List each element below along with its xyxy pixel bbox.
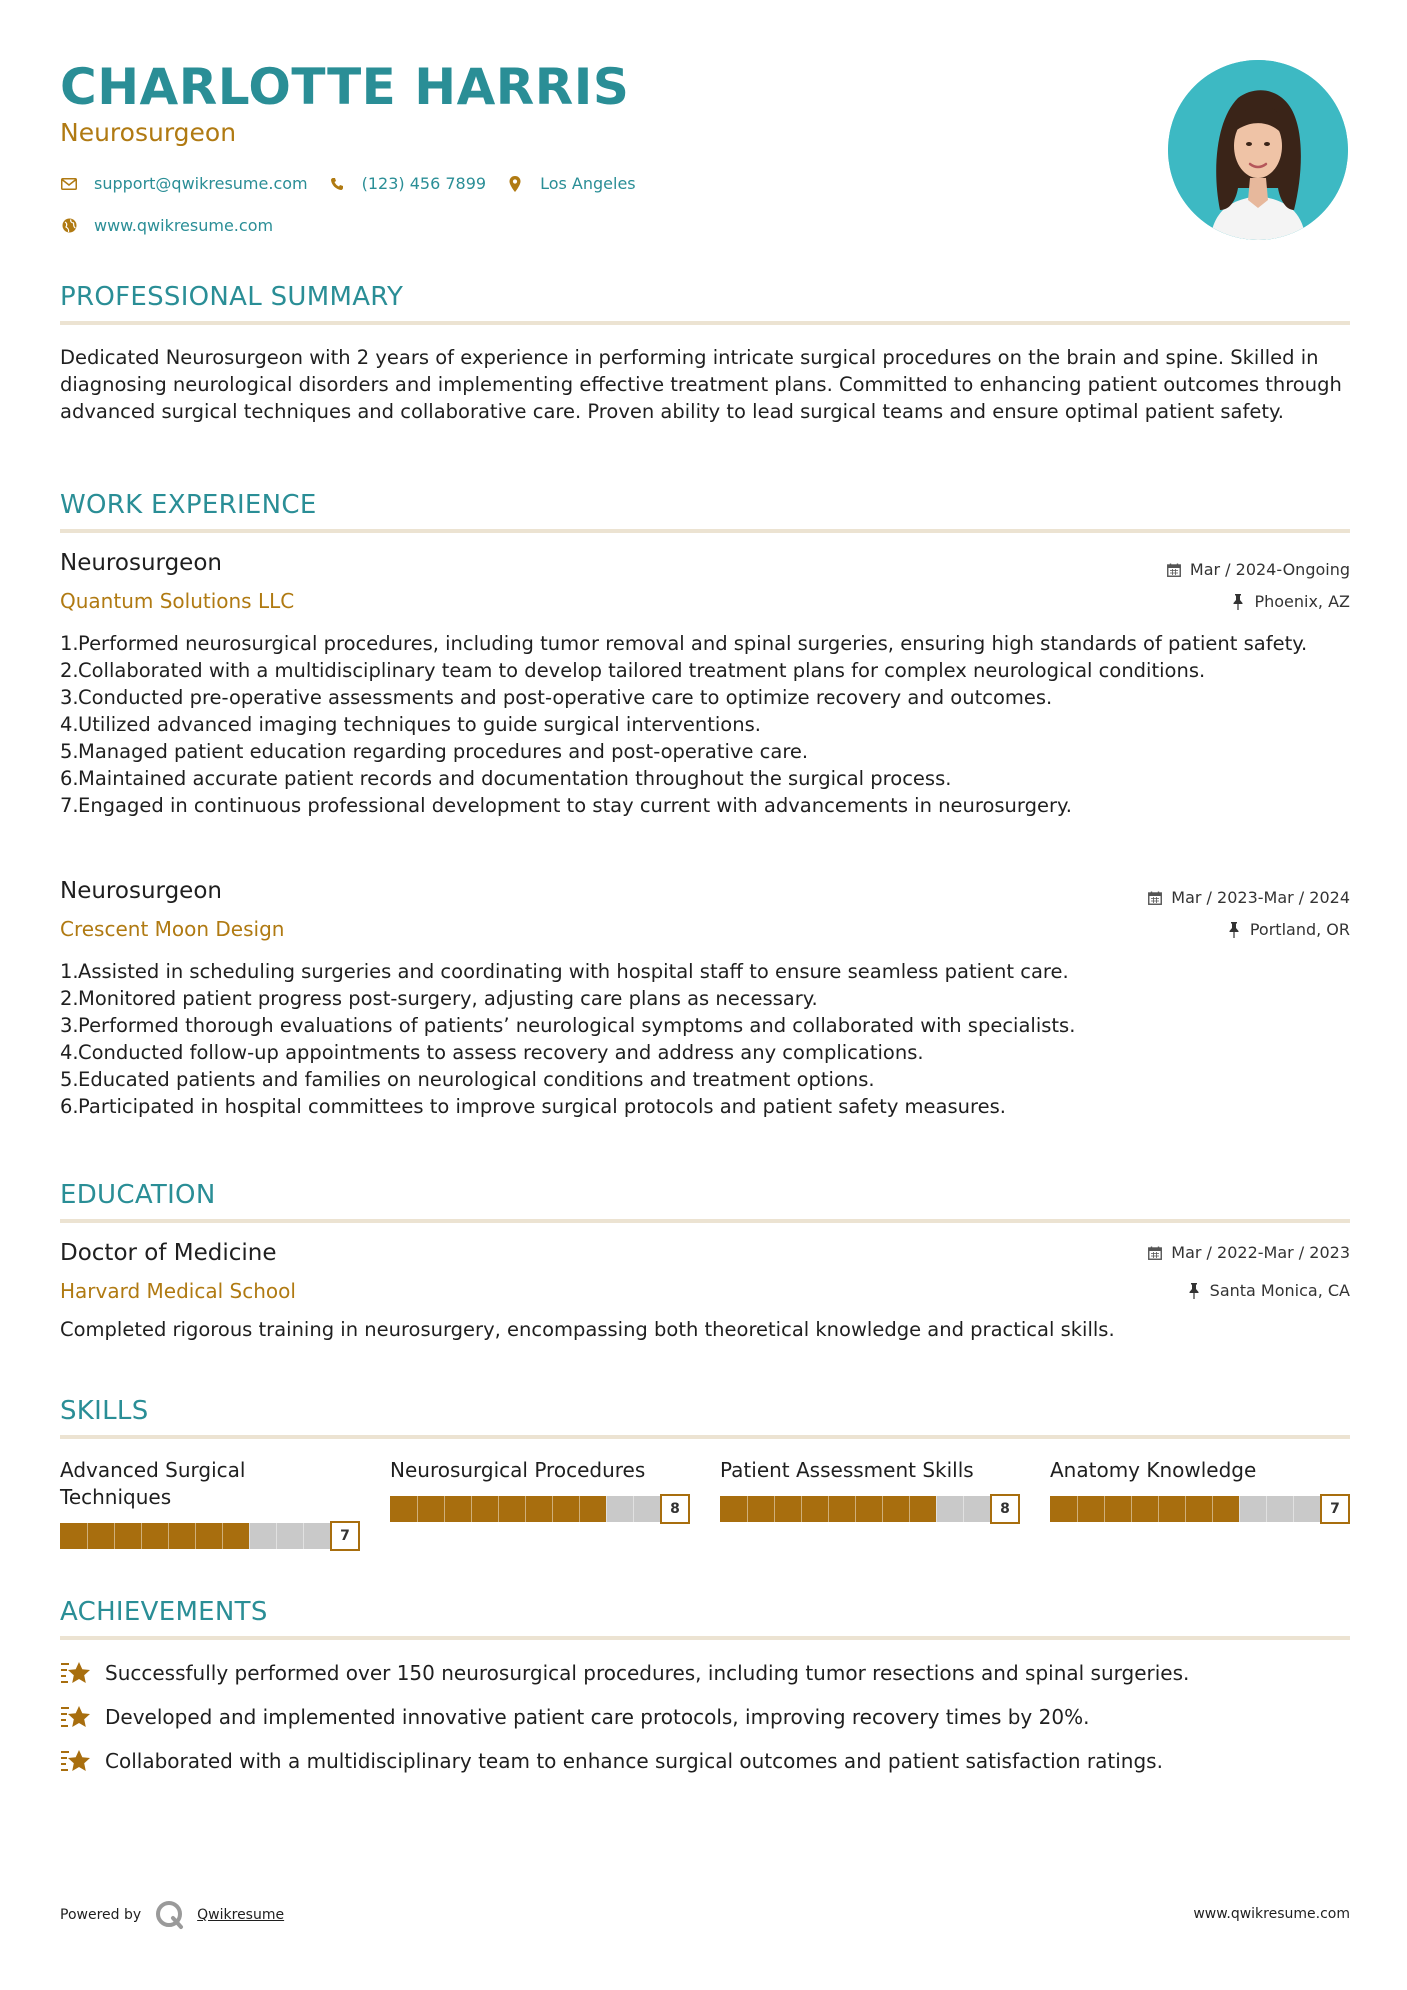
section-divider xyxy=(60,1219,1350,1223)
skill-bar-segment xyxy=(222,1523,223,1549)
skill-bar-segment xyxy=(936,1496,937,1522)
skill-score: 8 xyxy=(660,1494,690,1524)
skill-bar-segment xyxy=(141,1523,142,1549)
skill-name: Advanced Surgical Techniques xyxy=(60,1458,246,1509)
section-divider xyxy=(60,1435,1350,1439)
skill-bar-segment xyxy=(1104,1496,1105,1522)
skill-bar-segment xyxy=(1158,1496,1159,1522)
section-divider xyxy=(60,321,1350,325)
website-link[interactable]: www.qwikresume.com xyxy=(94,216,274,235)
job-title: Neurosurgeon xyxy=(60,550,222,576)
resume-page xyxy=(60,0,1350,1990)
skill-bar-segment xyxy=(828,1496,829,1522)
education-description: Completed rigorous training in neurosurgery, encompassing both theoretical knowledge and practical skills. xyxy=(60,1318,1115,1341)
skill-bar-segment xyxy=(1077,1496,1078,1522)
skill-bar-segment xyxy=(303,1523,304,1549)
phone-number[interactable]: (123) 456 7899 xyxy=(361,174,487,193)
job-title: Neurosurgeon xyxy=(60,878,222,904)
qwikresume-link[interactable]: Qwikresume xyxy=(197,1907,285,1923)
skill-bar-segment xyxy=(747,1496,748,1522)
contact-row xyxy=(60,174,656,193)
section-divider xyxy=(60,1636,1350,1640)
skill-bar-segment xyxy=(1131,1496,1132,1522)
calendar-icon xyxy=(1166,562,1182,578)
skill-bar-segment xyxy=(1185,1496,1186,1522)
list-item: 1. Performed neurosurgical procedures, including tumor removal and spinal surgeries, ensuring high standards of patient safety. xyxy=(60,632,1308,655)
skill-bar-segment xyxy=(909,1496,910,1522)
skill-bar-segment xyxy=(276,1523,277,1549)
school-name: Harvard Medical School xyxy=(60,1279,296,1303)
achievement-item: Collaborated with a multidisciplinary team to enhance surgical outcomes and patient satisfaction ratings. xyxy=(60,1747,1163,1775)
list-item: 3. Conducted pre-operative assessments and post-operative care to optimize recovery and outcomes. xyxy=(60,686,1053,709)
job-duties-list xyxy=(60,958,1350,1120)
profile-photo xyxy=(1168,60,1348,240)
skill-bar-fill xyxy=(60,1523,249,1549)
calendar-icon xyxy=(1147,890,1163,906)
globe-icon xyxy=(60,217,78,235)
list-item: 2. Collaborated with a multidisciplinary team to develop tailored treatment plans for complex neurological conditions. xyxy=(60,659,1206,682)
calendar-icon xyxy=(1147,1245,1163,1261)
list-item: 2. Monitored patient progress post-surgery, adjusting care plans as necessary. xyxy=(60,987,818,1010)
pushpin-icon xyxy=(1226,922,1242,938)
skill-bar-segment xyxy=(963,1496,964,1522)
skills-heading: SKILLS xyxy=(60,1396,149,1426)
skill-bar-fill xyxy=(1050,1496,1239,1522)
location-text: Los Angeles xyxy=(540,174,636,193)
list-item: 5. Educated patients and families on neurological conditions and treatment options. xyxy=(60,1068,875,1091)
skill-bar-segment xyxy=(1266,1496,1267,1522)
list-item: 5. Managed patient education regarding procedures and post-operative care. xyxy=(60,740,809,763)
company-name: Quantum Solutions LLC xyxy=(60,589,295,613)
experience-heading: WORK EXPERIENCE xyxy=(60,490,317,520)
skill-bar-segment xyxy=(195,1523,196,1549)
skill-score: 7 xyxy=(330,1521,360,1551)
skill-bar-segment xyxy=(444,1496,445,1522)
envelope-icon xyxy=(60,175,78,193)
list-item: 6. Participated in hospital committees to improve surgical protocols and patient safety measures. xyxy=(60,1095,1006,1118)
pushpin-icon xyxy=(1186,1283,1202,1299)
skill-score: 7 xyxy=(1320,1494,1350,1524)
list-item: 6. Maintained accurate patient records and documentation throughout the surgical process. xyxy=(60,767,952,790)
skill-bar-segment xyxy=(87,1523,88,1549)
education-location: Santa Monica, CA xyxy=(1186,1281,1350,1300)
skill-bar-segment xyxy=(417,1496,418,1522)
footer-website[interactable]: www.qwikresume.com xyxy=(1193,1906,1350,1922)
education-heading: EDUCATION xyxy=(60,1180,216,1210)
degree-title: Doctor of Medicine xyxy=(60,1240,277,1266)
map-pin-icon xyxy=(506,175,524,193)
skill-bar-segment xyxy=(633,1496,634,1522)
skill-bar xyxy=(60,1521,360,1551)
candidate-name: CHARLOTTE HARRIS xyxy=(60,58,630,116)
achievement-item: Developed and implemented innovative patient care protocols, improving recovery times by 20%. xyxy=(60,1703,1089,1731)
skill-bar-segment xyxy=(249,1523,250,1549)
skill-bar-segment xyxy=(168,1523,169,1549)
email-link[interactable]: support@qwikresume.com xyxy=(94,174,308,193)
job-date: Mar / 2023-Mar / 2024 xyxy=(1147,888,1350,907)
list-item: 7. Engaged in continuous professional development to stay current with advancements in neurosurgery. xyxy=(60,794,1072,817)
skill-bar-segment xyxy=(882,1496,883,1522)
star-list-icon xyxy=(60,1747,92,1775)
job-duties-list xyxy=(60,630,1350,819)
education-date: Mar / 2022-Mar / 2023 xyxy=(1147,1243,1350,1262)
skill-bar xyxy=(1050,1494,1350,1524)
skill-name: Patient Assessment Skills xyxy=(720,1458,974,1482)
skill-bar-segment xyxy=(1212,1496,1213,1522)
achievements-heading: ACHIEVEMENTS xyxy=(60,1597,268,1627)
list-item: 3. Performed thorough evaluations of patients’ neurological symptoms and collaborated with specialists. xyxy=(60,1014,1076,1037)
skill-bar-segment xyxy=(774,1496,775,1522)
list-item: 1. Assisted in scheduling surgeries and coordinating with hospital staff to ensure seamless patient care. xyxy=(60,960,1069,983)
job-location: Phoenix, AZ xyxy=(1230,592,1350,611)
achievement-item: Successfully performed over 150 neurosurgical procedures, including tumor resections and spinal surgeries. xyxy=(60,1659,1189,1687)
job-date: Mar / 2024-Ongoing xyxy=(1166,560,1350,579)
footer-powered-by: Powered by Qwikresume xyxy=(60,1900,284,1930)
section-divider xyxy=(60,529,1350,533)
job-location: Portland, OR xyxy=(1226,920,1350,939)
summary-text: Dedicated Neurosurgeon with 2 years of experience in performing intricate surgical procedures on the brain and spine. Skilled in diagnosing neurological disorders and implementing effective treatment plans. Committed to enhancing patient outcomes through advanced surgical techniques and collaborative care. Proven ability to lead surgical teams and ensure optimal patient safety. xyxy=(60,346,1342,423)
skill-bar-segment xyxy=(606,1496,607,1522)
star-list-icon xyxy=(60,1659,92,1687)
skill-bar-segment xyxy=(552,1496,553,1522)
skill-name: Anatomy Knowledge xyxy=(1050,1458,1257,1482)
list-item: 4. Conducted follow-up appointments to assess recovery and address any complications. xyxy=(60,1041,924,1064)
skill-bar xyxy=(390,1494,690,1524)
skill-name: Neurosurgical Procedures xyxy=(390,1458,646,1482)
summary-heading: PROFESSIONAL SUMMARY xyxy=(60,282,404,312)
phone-icon xyxy=(328,175,346,193)
skill-bar-segment xyxy=(801,1496,802,1522)
skill-bar-segment xyxy=(855,1496,856,1522)
qwikresume-logo-icon xyxy=(155,1900,185,1930)
skill-score: 8 xyxy=(990,1494,1020,1524)
skill-bar-segment xyxy=(114,1523,115,1549)
star-list-icon xyxy=(60,1703,92,1731)
pushpin-icon xyxy=(1230,594,1246,610)
skill-bar-segment xyxy=(1293,1496,1294,1522)
skill-bar-segment xyxy=(579,1496,580,1522)
list-item: 4. Utilized advanced imaging techniques to guide surgical interventions. xyxy=(60,713,761,736)
website-row xyxy=(60,216,293,235)
skill-bar-segment xyxy=(525,1496,526,1522)
skill-bar-segment xyxy=(498,1496,499,1522)
company-name: Crescent Moon Design xyxy=(60,917,285,941)
skill-bar xyxy=(720,1494,1020,1524)
skill-bar-segment xyxy=(471,1496,472,1522)
skill-bar-segment xyxy=(1239,1496,1240,1522)
candidate-role: Neurosurgeon xyxy=(60,118,237,147)
